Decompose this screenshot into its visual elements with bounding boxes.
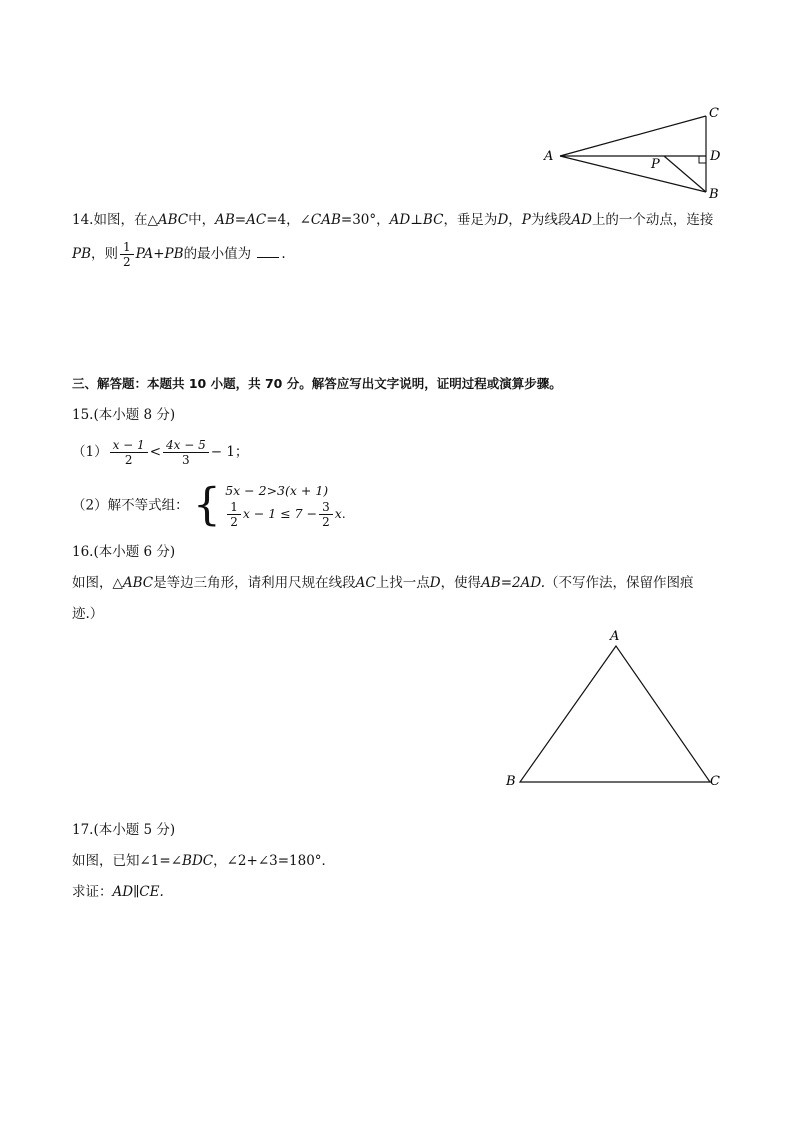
q16-line2: 迹.） (72, 606, 104, 622)
q17-line1: 如图，已知∠1=∠BDC，∠2+∠3=180°． (72, 853, 336, 869)
system-eq2: $\frac{1}{2}$ x − 1 ≤ 7 − $\frac{3}{2}$ x. (225, 500, 346, 529)
q16-line1: 如图，△ABC是等边三角形，请利用尺规在线段AC上找一点D，使得AB=2AD.（不写作法，保留作图痕 (72, 575, 694, 591)
q15-part1: （1） $\frac{x - 1}{2}$ < $\frac{4x - 5}{3}$ − 1； (72, 438, 249, 467)
q15-part2: （2）解不等式组： { 5x − 2>3(x + 1) $\frac{1}{2}$ x − 1 ≤ 7 − $\frac{3}{2}$ x. (72, 479, 346, 531)
q17-line2: 求证：AD∥CE. (72, 884, 164, 900)
right-angle-mark (699, 156, 706, 163)
label-p: P (651, 157, 660, 172)
q14-fraction: $\frac{1}{2}$ (120, 240, 134, 269)
answer-blank[interactable] (257, 245, 279, 258)
q16-header: 16.(本小题 6 分) (72, 544, 176, 560)
q15-header: 15.(本小题 8 分) (72, 407, 176, 423)
system-brace: { (192, 479, 221, 531)
system-eq1: 5x − 2>3(x + 1) (225, 483, 329, 498)
q14-figure (538, 104, 728, 200)
label-b: B (506, 774, 516, 789)
q14-line2: PB，则 $\frac{1}{2}$ PA+PB的最小值为 . (72, 240, 286, 269)
label-c: C (709, 106, 719, 121)
section-3-heading: 三、解答题：本题共 10 小题，共 70 分。解答应写出文字说明，证明过程或演算步骤。 (72, 376, 562, 391)
label-a: A (544, 149, 554, 164)
label-d: D (710, 149, 721, 164)
q17-header: 17.(本小题 5 分) (72, 822, 176, 838)
label-a: A (610, 629, 620, 644)
label-c: C (710, 774, 720, 789)
segment-ac (560, 116, 706, 156)
q16-figure (500, 626, 730, 792)
equilateral-triangle (520, 646, 710, 782)
label-b: B (709, 187, 719, 200)
q14-line1: 14.如图，在△ABC中，AB=AC=4，∠CAB=30°，AD⊥BC，垂足为D，P为线段AD上的一个动点，连接 (72, 212, 714, 228)
